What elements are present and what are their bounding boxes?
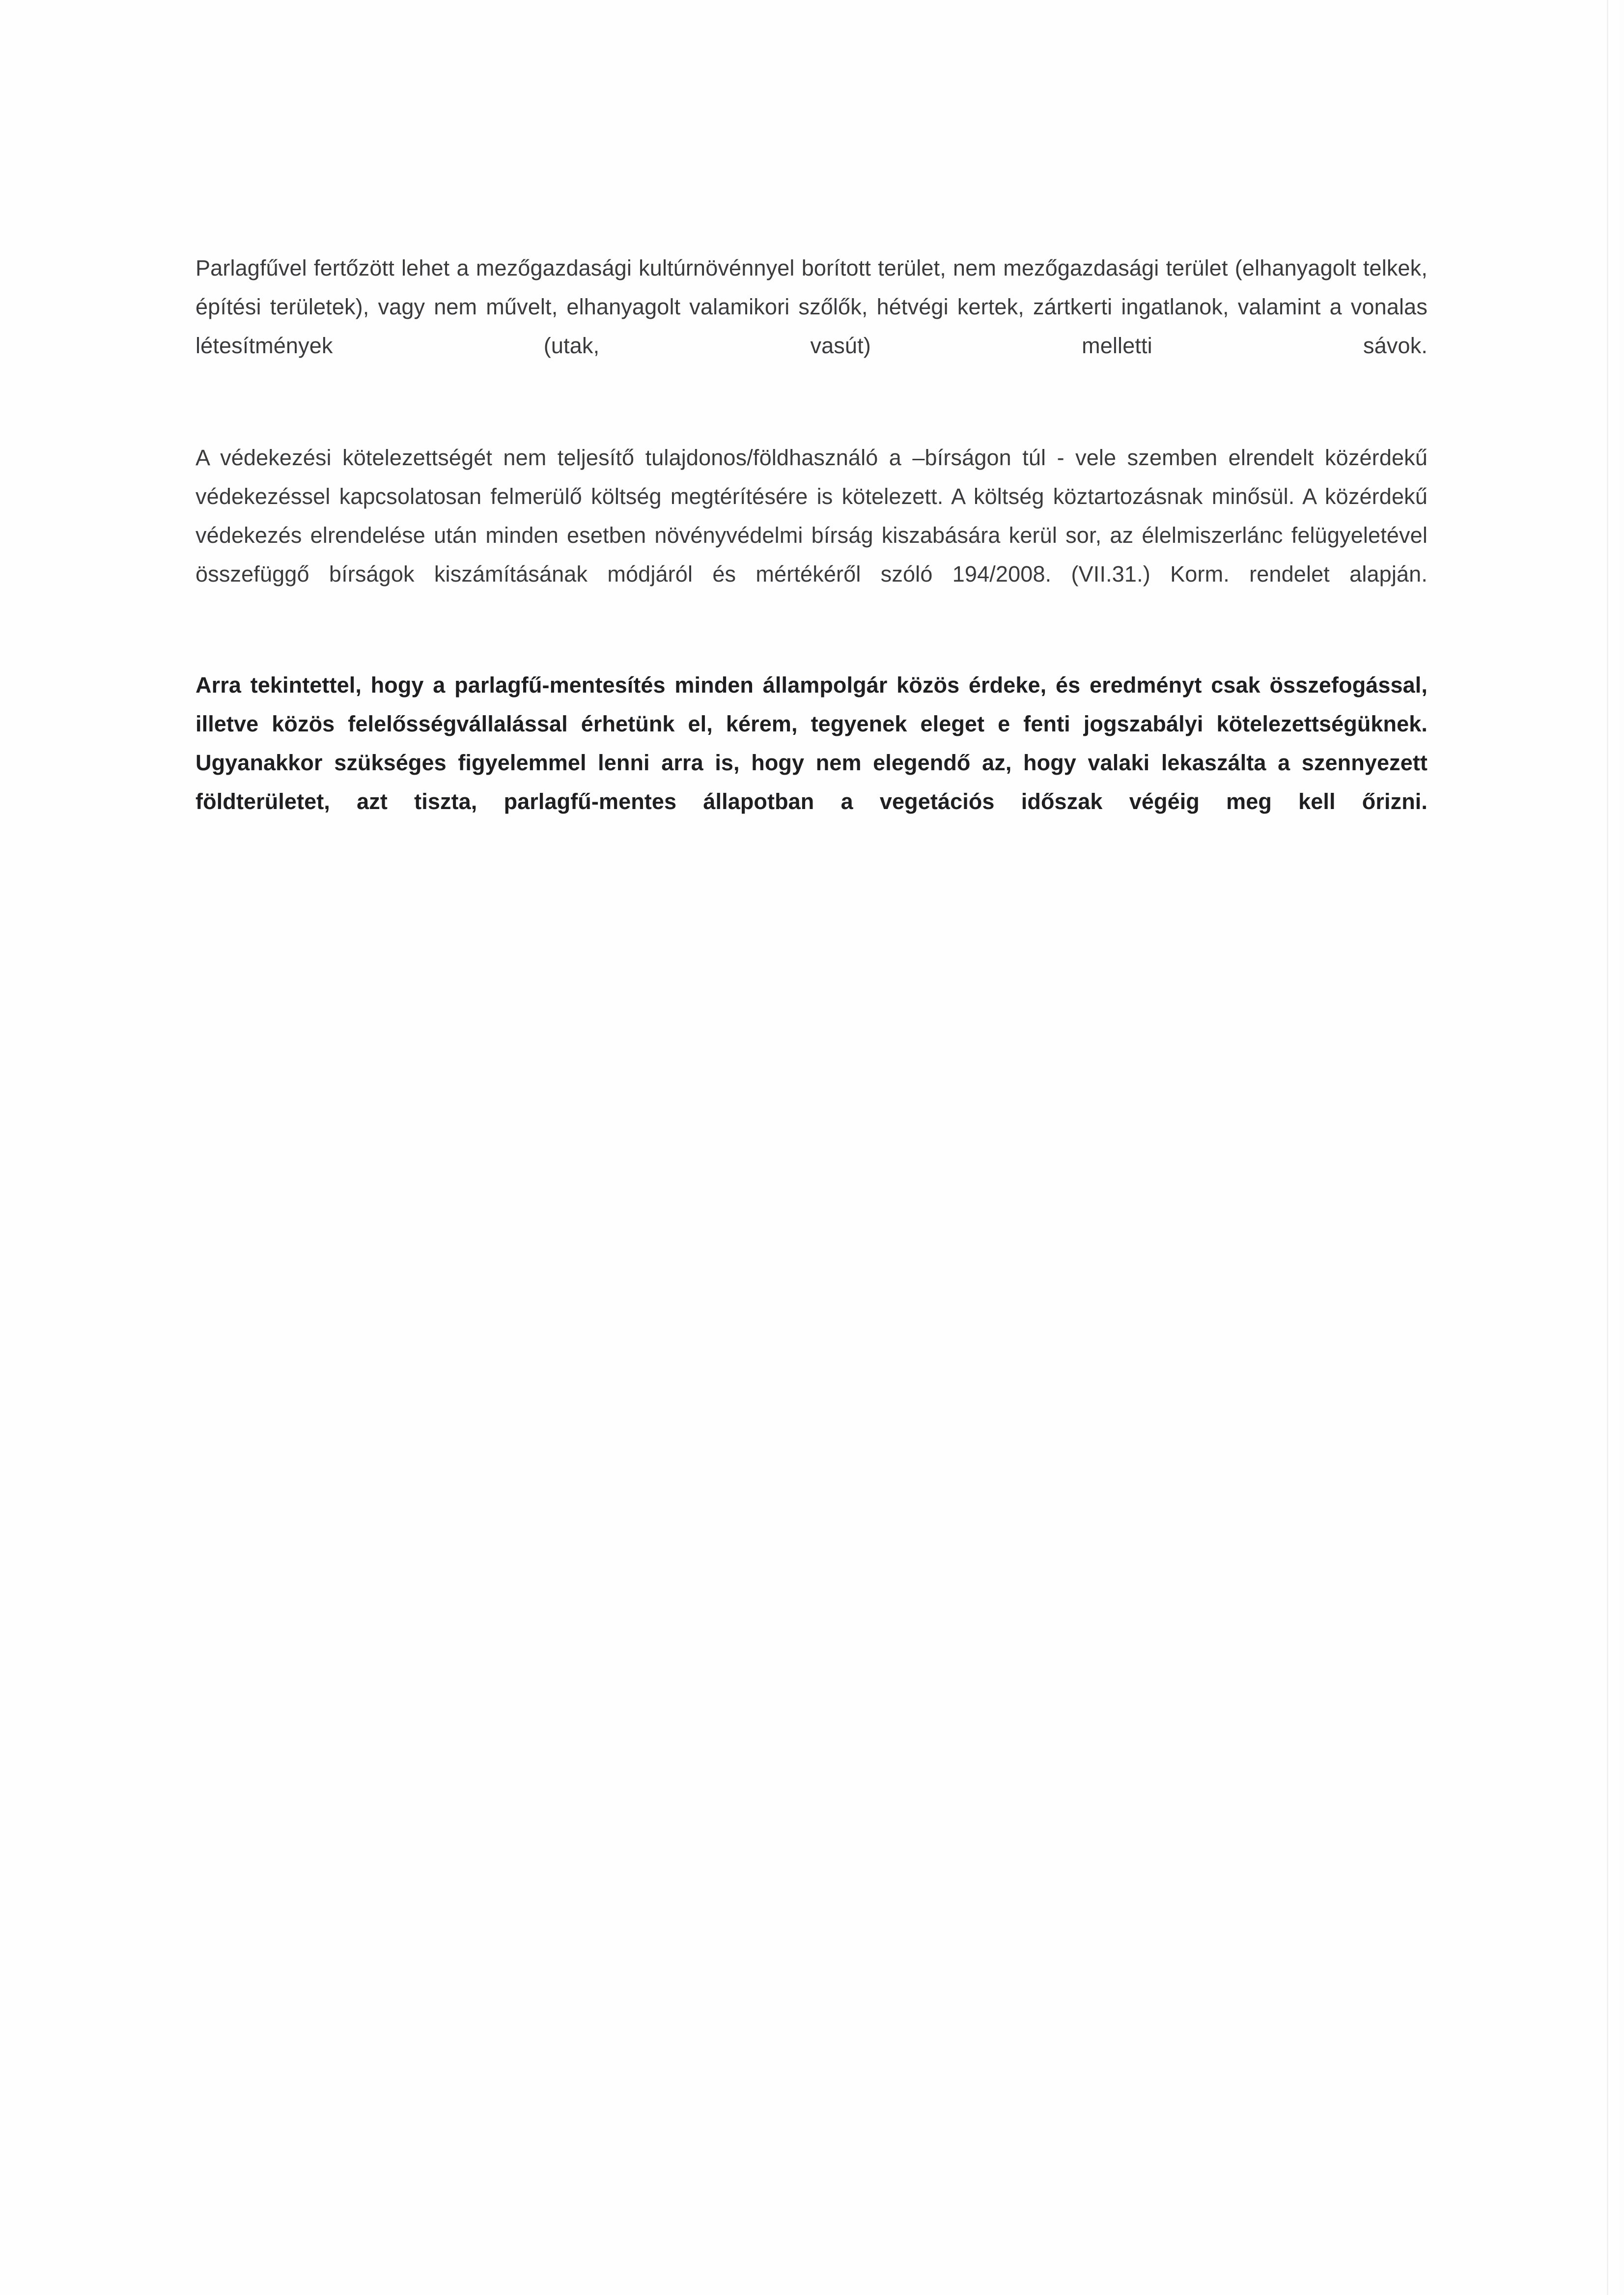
paragraph-infested-areas: Parlagfűvel fertőzött lehet a mezőgazdasági kultúrnövénnyel borított terület, nem mezőgazdasági terület (elhanyagolt telkek, építési területek), vagy nem művelt, elhanyagolt valamikori szőlők, hétvégi kertek, zártkerti ingatlanok, valamint a vonalas létesítmények (utak, vasút) melletti sávok. (196, 255, 1428, 358)
paragraph-legal-obligation: A védekezési kötelezettségét nem teljesítő tulajdonos/földhasználó a –bírságon túl - vele szemben elrendelt közérdekű védekezéssel kapcsolatosan felmerülő költség megtérítésére is kötelezett. A költség köztartozásnak minősül. A közérdekű védekezés elrendelése után minden esetben növényvédelmi bírság kiszabására kerül sor, az élelmiszerlánc felügyeletével összefüggő bírságok kiszámításának módjáról és mértékéről szóló 194/2008. (VII.31.) Korm. rendelet alapján. (196, 445, 1428, 587)
scan-edge-artifact (1607, 0, 1608, 2295)
page-right-margin (1619, 0, 1624, 2295)
document-body (196, 249, 1428, 860)
paragraph-closing-appeal: Arra tekintettel, hogy a parlagfű-mentesítés minden állampolgár közös érdeke, és eredményt csak összefogással, illetve közös felelősségvállalással érhetünk el, kérem, tegyenek eleget e fenti jogszabályi kötelezettségüknek. Ugyanakkor szükséges figyelemmel lenni arra is, hogy nem elegendő az, hogy valaki lekaszálta a szennyezett földterületet, azt tiszta, parlagfű-mentes állapotban a vegetációs időszak végéig meg kell őrizni. (196, 672, 1428, 814)
